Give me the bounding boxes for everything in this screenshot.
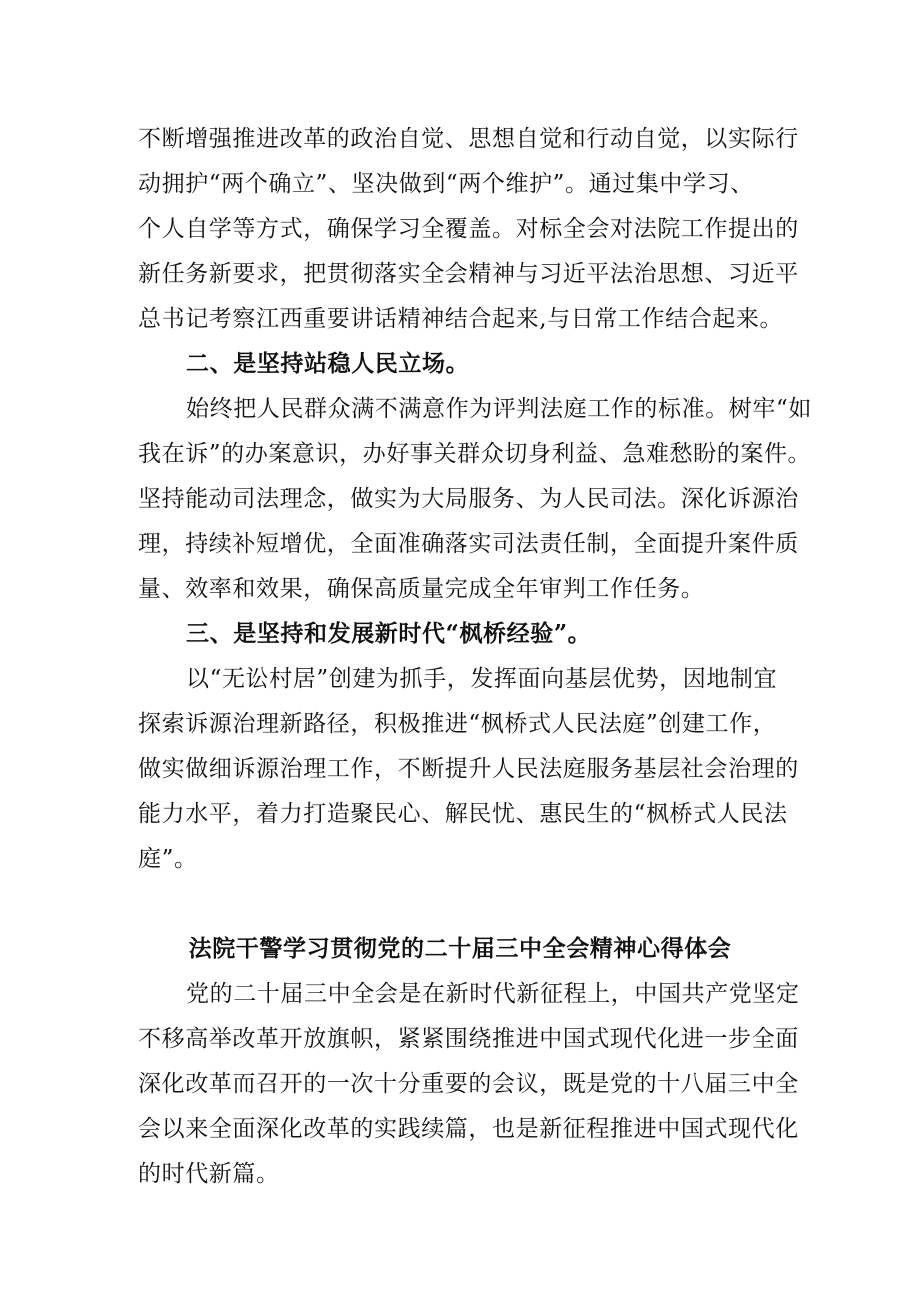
text-line: 不断增强推进改革的政治自觉、思想自觉和行动自觉，以实际行	[138, 126, 799, 152]
text-line: 党的二十届三中全会是在新时代新征程上，中国共产党坚定	[186, 981, 800, 1007]
article-title: 法院干警学习贯彻党的二十届三中全会精神心得体会	[188, 935, 732, 962]
section-heading-3: 三、是坚持和发展新时代“枫桥经验”。	[186, 620, 592, 647]
text-line: 量、效率和效果，确保高质量完成全年审判工作任务。	[138, 576, 705, 602]
text-line: 新任务新要求，把贯彻落实全会精神与习近平法治思想、习近平	[138, 261, 799, 287]
text-line: 坚持能动司法理念，做实为大局服务、为人民司法。深化诉源治	[138, 486, 799, 512]
text-line: 始终把人民群众满不满意作为评判法庭工作的标准。树牢“如	[186, 396, 812, 422]
text-line: 深化改革而召开的一次十分重要的会议，既是党的十八届三中全	[138, 1071, 799, 1097]
text-line: 个人自学等方式，确保学习全覆盖。对标全会对法院工作提出的	[138, 216, 799, 242]
text-line: 不移高举改革开放旗帜，紧紧围绕推进中国式现代化进一步全面	[138, 1026, 799, 1052]
text-line: 的时代新篇。	[138, 1161, 280, 1187]
text-line: 探索诉源治理新路径，积极推进“枫桥式人民法庭”创建工作，	[138, 711, 777, 737]
text-line: 我在诉”的办案意识，办好事关群众切身利益、急难愁盼的案件。	[138, 441, 812, 467]
text-line: 总书记考察江西重要讲话精神结合起来,与日常工作结合起来。	[138, 306, 784, 332]
text-line: 庭”。	[138, 846, 198, 872]
text-line: 动拥护“两个确立”、坚决做到“两个维护”。通过集中学习、	[138, 171, 754, 197]
text-line: 能力水平，着力打造聚民心、解民忧、惠民生的“枫桥式人民法	[138, 801, 788, 827]
text-line: 以“无讼村居”创建为抓手，发挥面向基层优势，因地制宜	[186, 666, 778, 692]
text-line: 理，持续补短增优，全面准确落实司法责任制，全面提升案件质	[138, 531, 799, 557]
text-line: 会以来全面深化改革的实践续篇，也是新征程推进中国式现代化	[138, 1116, 799, 1142]
text-line: 做实做细诉源治理工作，不断提升人民法庭服务基层社会治理的	[138, 756, 799, 782]
section-heading-2: 二、是坚持站稳人民立场。	[186, 350, 470, 377]
